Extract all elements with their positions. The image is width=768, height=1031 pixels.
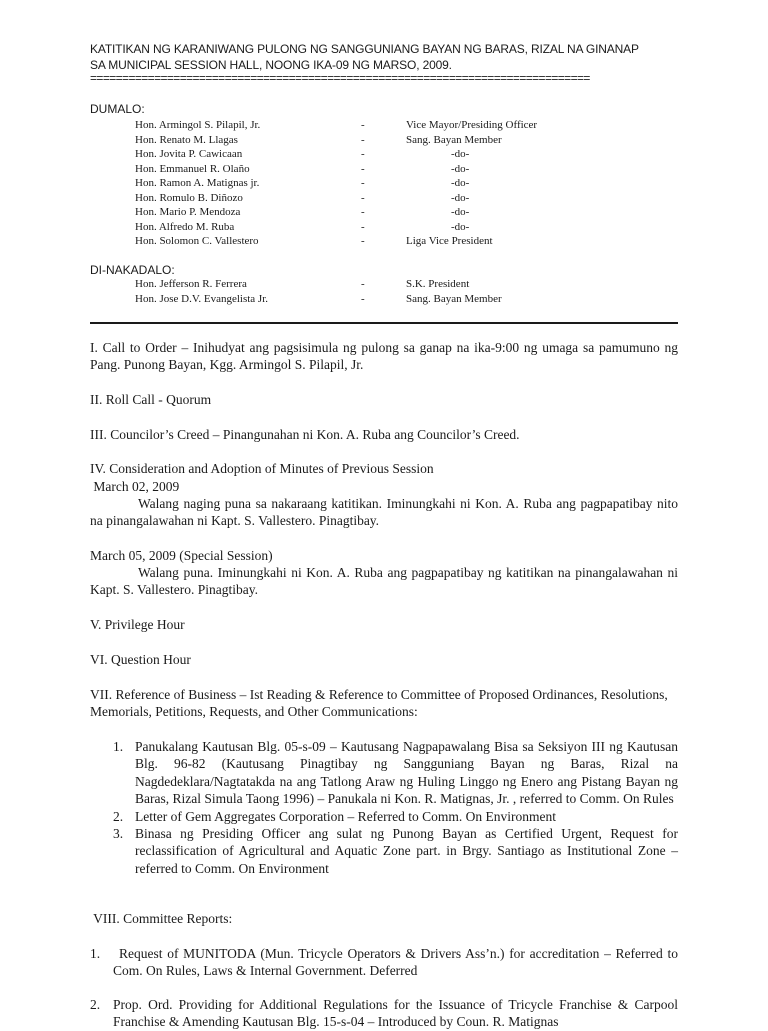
separator-dash: - [361, 162, 365, 175]
minutes-date-2: March 05, 2009 (Special Session) [90, 548, 273, 563]
member-name: Hon. Jefferson R. Ferrera [135, 278, 247, 290]
separator-dash: - [361, 133, 365, 146]
header-divider: ============================================================================== [90, 72, 590, 84]
minutes-date-1: March 02, 2009 [90, 479, 180, 494]
header-line-1: KATITIKAN NG KARANIWANG PULONG NG SANGGUNIANG BAYAN NG BARAS, RIZAL NA GINANAP [90, 42, 639, 56]
member-name: Hon. Solomon C. Vallestero [135, 235, 259, 247]
committee-report-item [90, 996, 678, 1031]
list-item-number: 2. [90, 997, 101, 1012]
separator-dash: - [361, 292, 365, 305]
separator-dash: - [361, 119, 365, 131]
member-position: S.K. President [406, 278, 470, 290]
list-item [113, 808, 678, 825]
member-position: -do- [451, 177, 470, 189]
item-call-to-order: I. Call to Order – Inihudyat ang pagsisimula ng pulong sa ganap na ika-9:00 ng umaga sa pamumuno ng Pang. Punong Bayan, Kgg. Armingol S. Pilapil, Jr. [90, 340, 678, 373]
separator-dash: - [361, 148, 365, 160]
list-item-number: 1. [113, 739, 124, 754]
item-committee-reports: VIII. Committee Reports: [90, 911, 233, 926]
absent-label: DI-NAKADALO: [90, 263, 175, 277]
reference-list [113, 738, 678, 877]
member-position: -do- [451, 162, 470, 175]
member-position: Sang. Bayan Member [406, 133, 502, 146]
separator-dash: - [361, 191, 365, 204]
list-item-text: Binasa ng Presiding Officer ang sulat ng Punong Bayan as Certified Urgent, Request for reclassification of Agricultural and Aquatic Zone part. in Brgy. Santiago as Institutional Zone – referred to Comm. On Environment [135, 826, 678, 876]
item-roll-call: II. Roll Call - Quorum [90, 392, 212, 407]
item-privilege-hour: V. Privilege Hour [90, 617, 185, 632]
member-position: -do- [451, 148, 470, 160]
member-position: -do- [451, 206, 470, 218]
member-position: -do- [451, 220, 470, 233]
member-name: Hon. Mario P. Mendoza [135, 206, 241, 218]
minutes-text-2: Walang puna. Iminungkahi ni Kon. A. Ruba ang pagpapatibay ng katitikan na pinangalawahan ni Kapt. S. Vallestero. Pinagtibay. [90, 565, 678, 598]
member-name: Hon. Ramon A. Matignas jr. [135, 177, 260, 189]
member-name: Hon. Jovita P. Cawicaan [135, 148, 243, 160]
document-header [90, 42, 690, 73]
list-item-number: 3. [113, 826, 124, 842]
list-item [113, 825, 678, 877]
list-item-text: Letter of Gem Aggregates Corporation – Referred to Comm. On Environment [135, 808, 557, 824]
separator-dash: - [361, 278, 365, 290]
member-position: Sang. Bayan Member [406, 292, 502, 305]
item-minutes-title: IV. Consideration and Adoption of Minutes of Previous Session [90, 461, 434, 476]
member-name: Hon. Emmanuel R. Olaño [135, 162, 250, 175]
list-item-number: 1. [90, 946, 101, 961]
member-name: Hon. Alfredo M. Ruba [135, 220, 235, 233]
header-line-2: SA MUNICIPAL SESSION HALL, NOONG IKA-09 NG MARSO, 2009. [90, 57, 452, 72]
member-position: Liga Vice President [406, 235, 493, 247]
member-position: Vice Mayor/Presiding Officer [406, 119, 538, 131]
separator-dash: - [361, 177, 365, 189]
member-name: Hon. Romulo B. Diñozo [135, 191, 243, 204]
section-divider [90, 322, 678, 324]
separator-dash: - [361, 220, 365, 233]
minutes-text-1: Walang naging puna sa nakaraang katitikan. Iminungkahi ni Kon. A. Ruba ang pagpapatibay nito na pinangalawahan ni Kapt. S. Vallestero. Pinagtibay. [90, 496, 678, 529]
item-reference-of-business: VII. Reference of Business – Ist Reading & Reference to Committee of Proposed Ordinances, Resolutions, Memorials, Petitions, Requests, and Other Communications: [90, 687, 668, 720]
committee-report-item [90, 945, 678, 980]
member-name: Hon. Jose D.V. Evangelista Jr. [135, 292, 269, 305]
member-position: -do- [451, 191, 470, 204]
list-item-text: Prop. Ord. Providing for Additional Regulations for the Issuance of Tricycle Franchise & Carpool Franchise & Amending Kautusan Blg. 15-s-04 – Introduced by Coun. R. Matignas [113, 997, 678, 1030]
item-question-hour: VI. Question Hour [90, 652, 191, 667]
item-councilors-creed: III. Councilor’s Creed – Pinangunahan ni Kon. A. Ruba ang Councilor’s Creed. [90, 427, 520, 442]
member-name: Hon. Renato M. Llagas [135, 133, 238, 146]
separator-dash: - [361, 235, 365, 247]
member-name: Hon. Armingol S. Pilapil, Jr. [135, 119, 261, 131]
present-label: DUMALO: [90, 102, 145, 116]
list-item-text: Request of MUNITODA (Mun. Tricycle Operators & Drivers Ass’n.) for accreditation – Referred to Com. On Rules, Laws & Internal Government. Deferred [113, 946, 678, 979]
separator-dash: - [361, 206, 365, 218]
list-item-text: Panukalang Kautusan Blg. 05-s-09 – Kautusang Nagpapawalang Bisa sa Seksiyon III ng Kautusan Blg. 96-82 (Kautusang Pinagtibay ng Sangguniang Bayan ng Baras, Rizal na Nagdedeklara/Nagtatakda na ang Tatlong Araw ng Huling Linggo ng Enero ang Pistang Bayan ng Baras, Rizal Simula Taong 1996) – Panukala ni Kon. R. Matignas, Jr. , referred to Comm. On Rules [135, 739, 678, 807]
list-item [113, 738, 678, 808]
list-item-number: 2. [113, 808, 124, 824]
